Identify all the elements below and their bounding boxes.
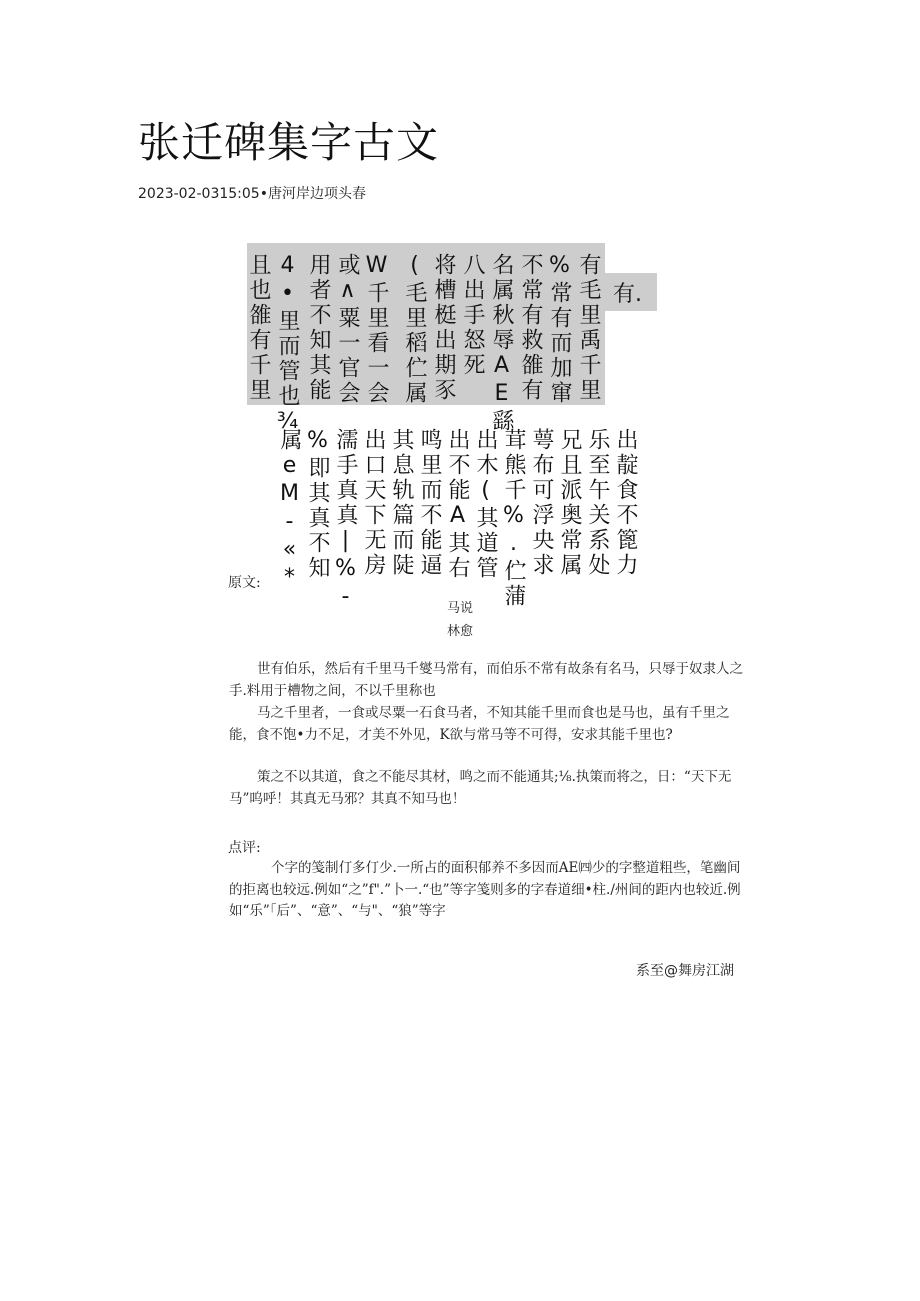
calligraphy-column: (毛里稻伫属	[402, 253, 427, 406]
calligraphy-column: 或∧粟一官会	[335, 253, 360, 406]
poem-title: 马说	[446, 601, 473, 616]
calligraphy-column: W千里看一会	[364, 253, 389, 406]
poem-author: 林愈	[446, 624, 473, 639]
calligraphy-column: 有毛里禹千里	[576, 253, 601, 403]
review-paragraph: 个字的笺制仃多仃少.一所占的面积郁养不多因而AE㈣少的字整道粗些，笔幽间的拒离也较远.例如“之”f".”卜一.“也”等字笺则多的字春道细•柱./州间的距内也较近.例如“乐”「后”、“意”、“与"、“狼”等字	[229, 860, 741, 919]
calligraphy-column: 出靛食不篦力	[613, 428, 638, 578]
calligraphy-column: 且也雒有千里	[246, 253, 271, 403]
calligraphy-column: 出木(其道管	[473, 428, 498, 581]
calligraphy-column: 名属秋辱AE繇	[489, 253, 514, 434]
calligraphy-image-upper	[246, 243, 657, 437]
calligraphy-column: 兄且派奥常属	[557, 428, 582, 578]
calligraphy-column: 用者不知其能	[306, 253, 331, 403]
review-label: 点评:	[228, 840, 261, 856]
calligraphy-column: 将槽梃出期豕	[431, 253, 456, 403]
footer-credit: 系至@舞房江湖	[636, 963, 734, 979]
article-title: 张迁碑集字古文	[138, 118, 440, 167]
calligraphy-column: 八出手怒死	[460, 253, 485, 378]
calligraphy-column: 4•里而管也¾	[275, 253, 300, 437]
original-paragraph: 世有伯乐，然后有千里马千燮马常有，而伯乐不常有故条有名马，只辱于奴隶人之手.料用于槽物之间，不以千里称也	[229, 661, 743, 699]
calligraphy-extra-char: 有.	[613, 282, 642, 307]
calligraphy-column: 濡手真真|%-	[333, 428, 358, 612]
calligraphy-column: 出口天下无房	[361, 428, 386, 578]
original-paragraph: 策之不以其道，食之不能尽其材，鸣之而不能通其;⅛.执策而将之，日：“天下无马”呜呼！其真无马邪？其真不知马也！	[229, 769, 732, 807]
calligraphy-column: 其息轨篇而陡	[389, 428, 414, 578]
calligraphy-column: 茸熊千%.伫蒲	[501, 428, 526, 609]
original-paragraph: 马之千里者，一食或尽粟一石食马者，不知其能千里而食也是马也，虽有千里之能，食不饱•力不足，才美不外见，K欲与常马等不可得，安求其能千里也?	[229, 705, 730, 743]
calligraphy-column: 乐至午关系处	[585, 428, 610, 578]
calligraphy-column: 属eM-«*	[277, 428, 302, 593]
calligraphy-column: %即其真不知	[305, 428, 330, 581]
article-meta: 2023-02-0315:05•唐河岸边项头春	[138, 186, 366, 202]
calligraphy-column: 出不能A其右	[445, 428, 470, 581]
calligraphy-column: 鸣里而不能逼	[417, 428, 442, 578]
calligraphy-column: %常有而加窜	[547, 253, 572, 406]
original-text-label: 原文:	[228, 575, 261, 591]
calligraphy-column: 萼布可浮央求	[529, 428, 554, 578]
calligraphy-column: 不常有救雒有	[518, 253, 543, 403]
